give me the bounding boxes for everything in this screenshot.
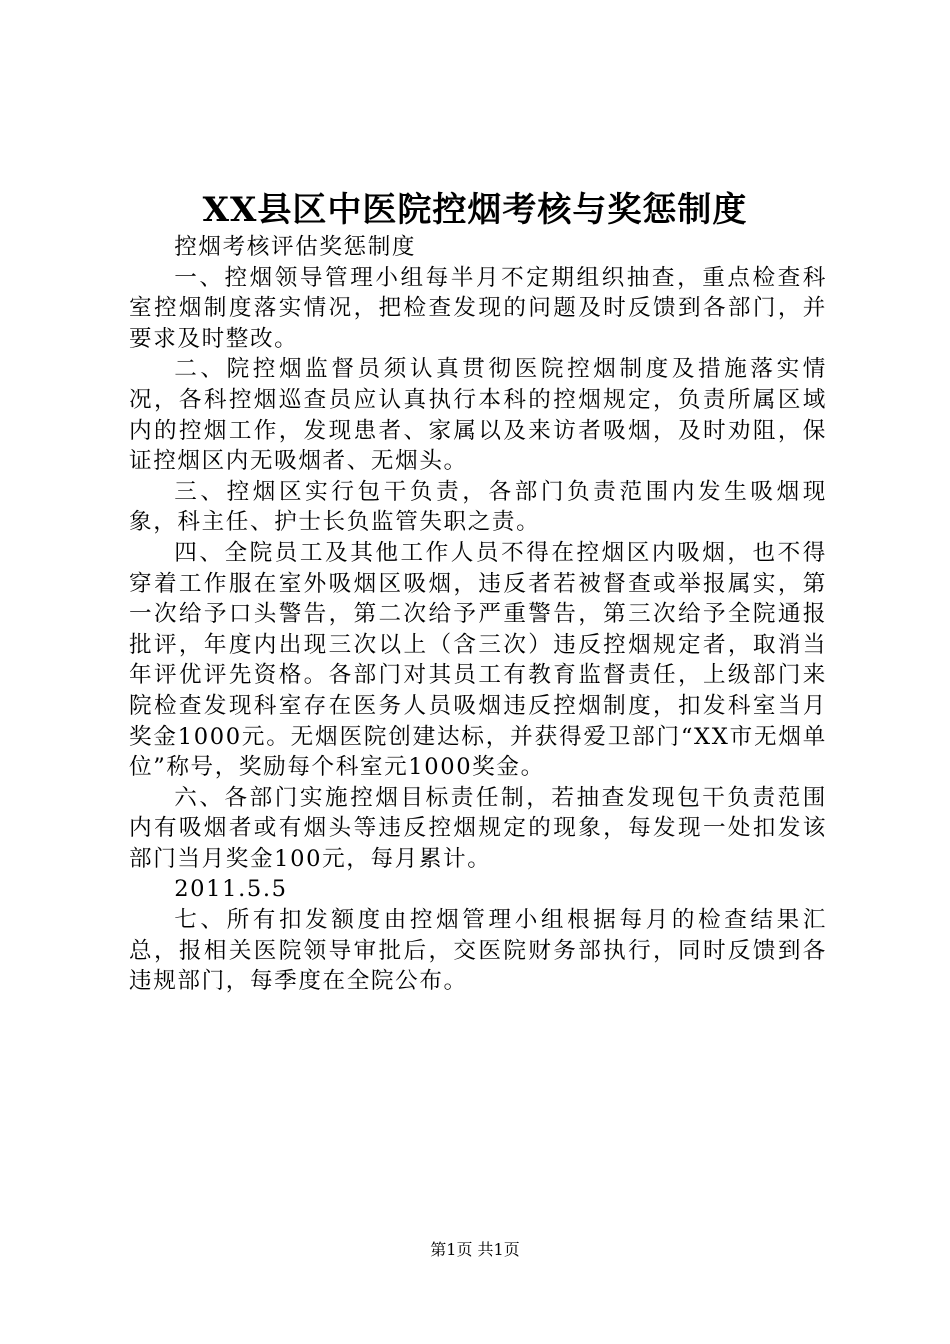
- paragraph-item-7: 七、所有扣发额度由控烟管理小组根据每月的检查结果汇总，报相关医院领导审批后，交医院财务部执行，同时反馈到各违规部门，每季度在全院公布。: [129, 907, 827, 995]
- paragraph-date: 2011.5.5: [174, 876, 288, 903]
- document-body: [129, 232, 827, 997]
- paragraph-item-2: 二、院控烟监督员须认真贯彻医院控烟制度及措施落实情况，各科控烟巡查员应认真执行本科的控烟规定，负责所属区域内的控烟工作，发现患者、家属以及来访者吸烟，及时劝阻，保证控烟区内无吸烟者、无烟头。: [129, 356, 827, 475]
- paragraph-subtitle: 控烟考核评估奖惩制度: [174, 234, 417, 260]
- paragraph-item-1: 一、控烟领导管理小组每半月不定期组织抽查，重点检查科室控烟制度落实情况，把检查发现的问题及时反馈到各部门，并要求及时整改。: [129, 264, 827, 352]
- page-footer: 第1页 共1页: [430, 1240, 520, 1259]
- paragraph-item-3: 三、控烟区实行包干负责，各部门负责范围内发生吸烟现象，科主任、护士长负监管失职之责。: [129, 478, 827, 536]
- document-title: XX县区中医院控烟考核与奖惩制度: [202, 190, 748, 230]
- paragraph-item-6: 六、各部门实施控烟目标责任制，若抽查发现包干负责范围内有吸烟者或有烟头等违反控烟规定的现象，每发现一处扣发该部门当月奖金100元，每月累计。: [129, 784, 827, 872]
- paragraph-item-4: 四、全院员工及其他工作人员不得在控烟区内吸烟，也不得穿着工作服在室外吸烟区吸烟，违反者若被督查或举报属实，第一次给予口头警告，第二次给予严重警告，第三次给予全院通报批评，年度内出现三次以上（含三次）违反控烟规定者，取消当年评优评先资格。各部门对其员工有教育监督责任，上级部门来院检查发现科室存在医务人员吸烟违反控烟制度，扣发科室当月奖金1000元。无烟医院创建达标，并获得爱卫部门“XX市无烟单位”称号，奖励每个科室元1000奖金。: [129, 539, 827, 781]
